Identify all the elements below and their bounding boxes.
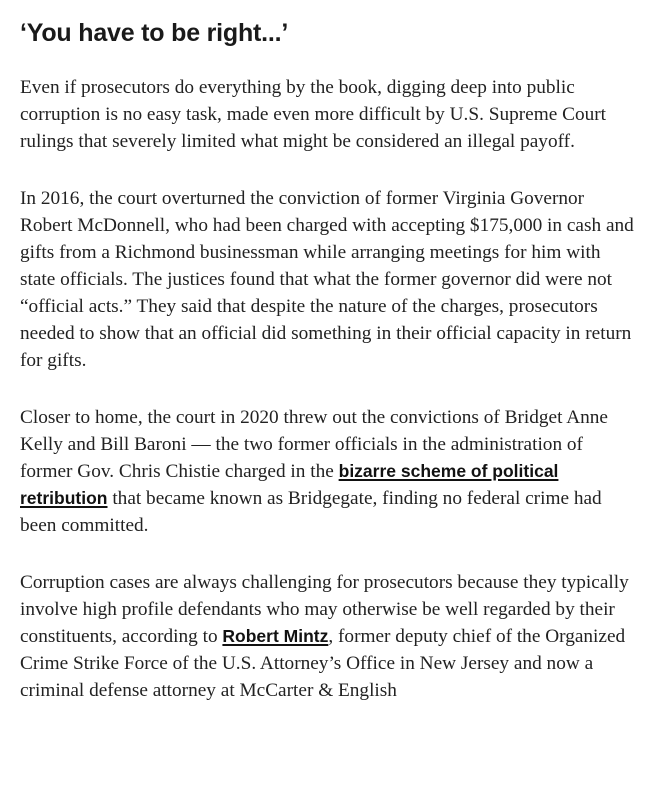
paragraph-corruption-text-before: Corruption cases are always challenging for prosecutors because they typically involve high profile defendants who may otherwise be well regarded by their constituents, according to <box>20 572 629 647</box>
paragraph-bridgegate-text-before: Closer to home, the court in 2020 threw out the convictions of Bridget Anne Kelly and Bill Baroni — the two former officials in the administration of former Gov. Chris Chistie charged in the <box>20 407 608 482</box>
robert-mintz-link[interactable]: Robert Mintz <box>222 626 329 646</box>
paragraph-corruption-text-after: , former deputy chief of the Organized Crime Strike Force of the U.S. Attorney’s Office in New Jersey and now a criminal defense attorney at McCarter & English <box>20 626 626 701</box>
paragraph-intro: Even if prosecutors do everything by the book, digging deep into public corruption is no easy task, made even more difficult by U.S. Supreme Court rulings that severely limited what might be considered an illegal payoff. <box>20 77 606 152</box>
section-heading: ‘You have to be right...’ <box>20 19 289 47</box>
paragraph-bridgegate <box>20 404 636 539</box>
paragraph-corruption-cases <box>20 569 636 704</box>
paragraph-bridgegate-text-after: that became known as Bridgegate, finding no federal crime had been committed. <box>20 488 602 536</box>
paragraph-mcdonnell: In 2016, the court overturned the conviction of former Virginia Governor Robert McDonnell, who had been charged with accepting $175,000 in cash and gifts from a Richmond businessman while arranging meetings for him with state officials. The justices found that what the former governor did were not “official acts.” They said that despite the nature of the charges, prosecutors needed to show that an official did something in their official capacity in return for gifts. <box>20 188 634 371</box>
bizarre-scheme-link[interactable]: bizarre scheme of political retribution <box>20 461 559 508</box>
